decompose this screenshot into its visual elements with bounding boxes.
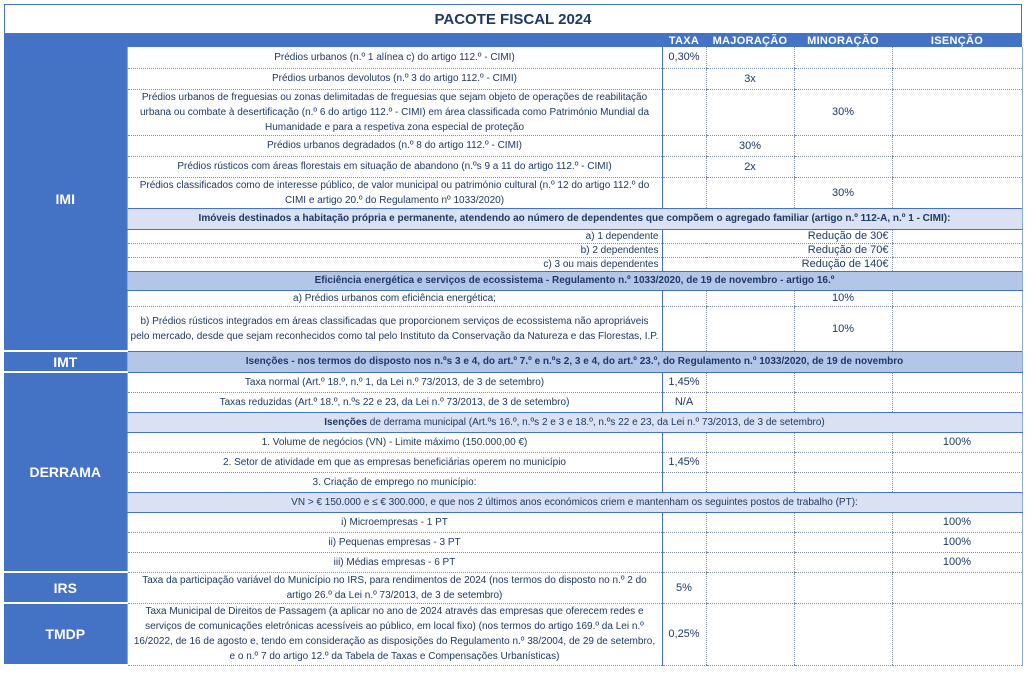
cell-isencao — [892, 89, 1022, 135]
cell-minoracao — [794, 532, 892, 552]
cell-reducao: Redução de 30€ — [662, 229, 892, 243]
cell-majoracao: 3x — [706, 68, 794, 89]
table-row — [4, 156, 1022, 177]
cell-isencao — [892, 243, 1022, 257]
row-desc: c) 3 ou mais dependentes — [127, 257, 662, 271]
cell-taxa — [662, 472, 706, 492]
cell-majoracao — [706, 89, 794, 135]
col-header-minoracao: MINORAÇÃO — [794, 34, 892, 47]
cell-isencao — [892, 472, 1022, 492]
cell-isencao — [892, 572, 1022, 603]
cell-minoracao: 30% — [794, 177, 892, 208]
cell-taxa: 0,30% — [662, 47, 706, 68]
row-desc: 2. Setor de atividade em que as empresas beneficiárias operem no município — [127, 452, 662, 472]
row-desc: ii) Pequenas empresas - 3 PT — [127, 532, 662, 552]
imt-text: Isenções - nos termos do disposto nos n.ºs 3 e 4, do art.º 7.º e n.ºs 2, 3 e 4, do art.º 23.º, do Regulamento n.º 1033/2020, de 19 de novembro — [127, 351, 1022, 372]
section-habitacao — [4, 208, 1022, 229]
col-header-isencao: ISENÇÃO — [892, 34, 1022, 47]
cell-taxa — [662, 512, 706, 532]
table-row — [4, 68, 1022, 89]
cell-majoracao — [706, 47, 794, 68]
cell-isencao — [892, 257, 1022, 271]
row-desc: b) Prédios rústicos integrados em áreas classificadas que proporcionem serviços de ecossistema não apropriáveis pelo mercado, desde que sejam reconhecidos como tal pelo Instituto da Conservação da Natureza e das Florestas, I.P. — [127, 306, 662, 351]
section-habitacao-header: Imóveis destinados a habitação própria e permanente, atendendo ao número de dependentes que compõem o agregado familiar (artigo n.º 112-A, n.º 1 - CIMI): — [127, 208, 1022, 229]
table-row — [4, 89, 1022, 135]
cell-majoracao — [706, 177, 794, 208]
cell-minoracao: 10% — [794, 306, 892, 351]
cell-taxa — [662, 135, 706, 156]
cell-minoracao — [794, 552, 892, 572]
cell-minoracao: 30% — [794, 89, 892, 135]
cell-isencao — [892, 229, 1022, 243]
section-vn-text: VN > € 150.000 e ≤ € 300.000, e que nos 2 últimos anos económicos criem e mantenham os seguintes postos de trabalho (PT): — [127, 492, 1022, 512]
table-row — [4, 290, 1022, 306]
table-row — [4, 532, 1022, 552]
row-desc: b) 2 dependentes — [127, 243, 662, 257]
table-row — [4, 229, 1022, 243]
cell-isencao: 100% — [892, 552, 1022, 572]
table-row — [4, 372, 1022, 392]
row-desc: Prédios classificados como de interesse público, de valor municipal ou património cultural (n.º 12 do artigo 112.º do CIMI e artigo 20.º do Regulamento nº 1033/2020) — [127, 177, 662, 208]
table-row — [4, 306, 1022, 351]
cell-taxa — [662, 532, 706, 552]
cell-majoracao — [706, 552, 794, 572]
cell-taxa — [662, 89, 706, 135]
cell-minoracao — [794, 68, 892, 89]
cell-majoracao: 2x — [706, 156, 794, 177]
cell-majoracao — [706, 432, 794, 452]
cell-isencao: 100% — [892, 512, 1022, 532]
cell-taxa: 0,25% — [662, 603, 706, 665]
cell-minoracao: 10% — [794, 290, 892, 306]
cell-minoracao — [794, 472, 892, 492]
cell-isencao — [892, 177, 1022, 208]
isencoes-bold: Isenções — [324, 416, 368, 428]
section-vn — [4, 492, 1022, 512]
row-desc: Taxas reduzidas (Art.º 18.º, n.ºs 22 e 23, da Lei n.º 73/2013, de 3 de setembro) — [127, 392, 662, 412]
row-desc: a) Prédios urbanos com eficiência energética; — [127, 290, 662, 306]
cell-minoracao — [794, 392, 892, 412]
header-blank — [4, 34, 127, 47]
section-eficiencia-header: Eficiência energética e serviços de ecossistema - Regulamento n.º 1033/2020, de 19 de novembro - artigo 16.º — [127, 271, 1022, 290]
cell-taxa — [662, 552, 706, 572]
col-header-taxa: TAXA — [662, 34, 706, 47]
row-desc: 3. Criação de emprego no município: — [127, 472, 662, 492]
cell-majoracao — [706, 392, 794, 412]
section-isencoes — [4, 412, 1022, 432]
cell-isencao — [892, 452, 1022, 472]
cell-taxa: N/A — [662, 392, 706, 412]
header-row — [4, 34, 1022, 47]
row-desc: Prédios urbanos (n.º 1 alínea c) do artigo 112.º - CIMI) — [127, 47, 662, 68]
sheet-title: PACOTE FISCAL 2024 — [4, 4, 1022, 34]
row-desc: Taxa Municipal de Direitos de Passagem (a aplicar no ano de 2024 através das empresas que oferecem redes e serviços de comunicações eletrónicas acessíveis ao público, em local fixo) (nos termos do artigo 169.º da Lei n.º 16/2022, de 16 de agosto e, tendo em consideração as disposições do Regulamento n.º 38/2004, de 29 de setembro, e o n.º 7 do artigo 12.º da Tabela de Taxas e Compensações Urbanísticas) — [127, 603, 662, 665]
table-row — [4, 512, 1022, 532]
cell-isencao: 100% — [892, 532, 1022, 552]
cell-taxa: 5% — [662, 572, 706, 603]
category-irs: IRS — [4, 572, 127, 603]
table-row — [4, 135, 1022, 156]
cell-taxa — [662, 432, 706, 452]
cell-majoracao — [706, 452, 794, 472]
cell-majoracao — [706, 306, 794, 351]
cell-majoracao — [706, 290, 794, 306]
cell-majoracao — [706, 532, 794, 552]
row-desc: Prédios urbanos devolutos (n.º 3 do artigo 112.º - CIMI) — [127, 68, 662, 89]
cell-majoracao — [706, 512, 794, 532]
row-desc: 1. Volume de negócios (VN) - Limite máximo (150.000,00 €) — [127, 432, 662, 452]
row-desc: i) Microempresas - 1 PT — [127, 512, 662, 532]
table-row — [4, 552, 1022, 572]
table-row — [4, 432, 1022, 452]
section-eficiencia — [4, 271, 1022, 290]
category-derrama: DERRAMA — [4, 372, 127, 572]
cell-isencao — [892, 306, 1022, 351]
cell-taxa — [662, 290, 706, 306]
cell-isencao — [892, 135, 1022, 156]
cell-majoracao — [706, 603, 794, 665]
table-row — [4, 603, 1022, 665]
cell-majoracao — [706, 472, 794, 492]
cell-minoracao — [794, 572, 892, 603]
row-desc: Taxa da participação variável do Município no IRS, para rendimentos de 2024 (nos termos do disposto no n.º 2 do artigo 26.º da Lei n.º 73/2013, de 3 de setembro) — [127, 572, 662, 603]
cell-majoracao: 30% — [706, 135, 794, 156]
cell-minoracao — [794, 603, 892, 665]
col-header-majoracao: MAJORAÇÃO — [706, 34, 794, 47]
cell-isencao — [892, 392, 1022, 412]
cell-taxa — [662, 68, 706, 89]
cell-minoracao — [794, 512, 892, 532]
tax-table — [4, 34, 1023, 666]
table-row — [4, 472, 1022, 492]
table-row — [4, 47, 1022, 68]
category-imi: IMI — [4, 47, 127, 351]
table-row — [4, 243, 1022, 257]
table-row — [4, 452, 1022, 472]
category-imt: IMT — [4, 351, 127, 372]
category-tmdp: TMDP — [4, 603, 127, 665]
cell-taxa — [662, 177, 706, 208]
cell-minoracao — [794, 372, 892, 392]
row-desc: iii) Médias empresas - 6 PT — [127, 552, 662, 572]
row-desc: a) 1 dependente — [127, 229, 662, 243]
row-desc: Prédios rústicos com áreas florestais em situação de abandono (n.ºs 9 a 11 do artigo 112.º - CIMI) — [127, 156, 662, 177]
cell-taxa — [662, 306, 706, 351]
cell-reducao: Redução de 70€ — [662, 243, 892, 257]
cell-isencao — [892, 290, 1022, 306]
cell-taxa: 1,45% — [662, 372, 706, 392]
cell-minoracao — [794, 135, 892, 156]
cell-taxa — [662, 156, 706, 177]
row-desc: Taxa normal (Art.º 18.º, n.º 1, da Lei n.º 73/2013, de 3 de setembro) — [127, 372, 662, 392]
cell-majoracao — [706, 372, 794, 392]
table-row — [4, 257, 1022, 271]
cell-minoracao — [794, 47, 892, 68]
cell-isencao — [892, 47, 1022, 68]
table-row — [4, 351, 1022, 372]
table-row — [4, 572, 1022, 603]
cell-majoracao — [706, 572, 794, 603]
cell-isencao — [892, 603, 1022, 665]
cell-isencao: 100% — [892, 432, 1022, 452]
header-blank-desc — [127, 34, 662, 47]
isencoes-rest: de derrama municipal (Art.ºs 16.º, n.ºs 2 e 3 e 18.º, n.ºs 22 e 23, da Lei n.º 73/2013, de 3 de setembro) — [367, 416, 825, 428]
table-row — [4, 392, 1022, 412]
cell-isencao — [892, 372, 1022, 392]
cell-reducao: Redução de 140€ — [662, 257, 892, 271]
cell-isencao — [892, 156, 1022, 177]
cell-taxa: 1,45% — [662, 452, 706, 472]
cell-minoracao — [794, 432, 892, 452]
row-desc: Prédios urbanos de freguesias ou zonas delimitadas de freguesias que sejam objeto de operações de reabilitação urbana ou combate à desertificação (n.º 6 do artigo 112.º - CIMI) em área classificada como Património Mundial da Humanidade e para a respetiva zona especial de proteção — [127, 89, 662, 135]
row-desc: Prédios urbanos degradados (n.º 8 do artigo 112.º - CIMI) — [127, 135, 662, 156]
table-row — [4, 177, 1022, 208]
cell-isencao — [892, 68, 1022, 89]
cell-minoracao — [794, 452, 892, 472]
section-isencoes-header — [127, 412, 1022, 432]
cell-minoracao — [794, 156, 892, 177]
